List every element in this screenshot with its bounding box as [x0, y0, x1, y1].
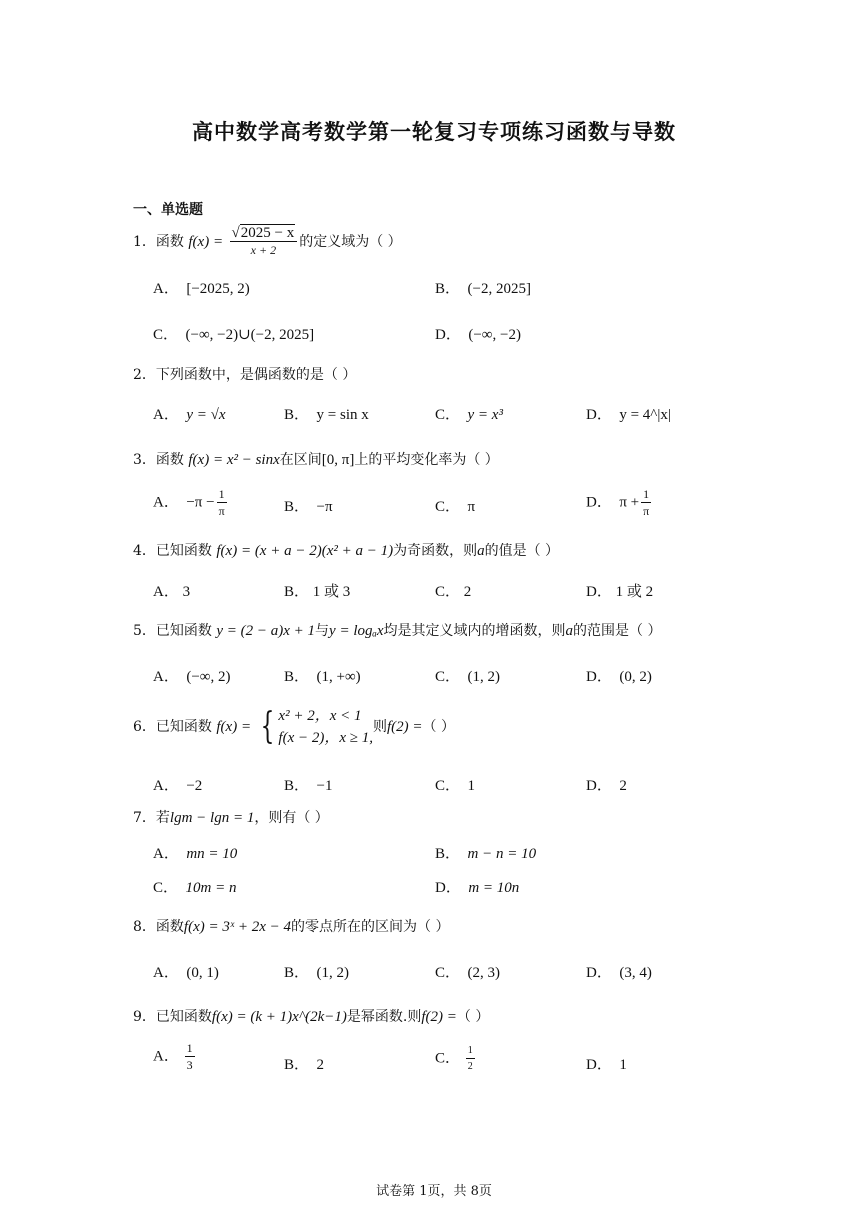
- option-1c[interactable]: C． (−∞, −2)∪(−2, 2025]: [153, 327, 315, 343]
- section-heading: 一、单选题: [133, 202, 203, 218]
- option-7b[interactable]: B． m − n = 10: [435, 846, 537, 862]
- option-4b[interactable]: B． 1 或 3: [284, 584, 351, 600]
- option-9b[interactable]: B． 2: [284, 1057, 325, 1073]
- question-7: 7．若lgm − lgn = 1，则有（ ）: [133, 810, 329, 826]
- question-8: 8．函数f(x) = 3ˣ + 2x − 4的零点所在的区间为（ ）: [133, 919, 450, 935]
- option-5c[interactable]: C． (1, 2): [435, 669, 501, 685]
- question-6: 6．已知函数 f(x) = { x² + 2，x < 1 f(x − 2)，x ≥ 1, 则f(2) =（ ）: [133, 706, 455, 747]
- option-5a[interactable]: A． (−∞, 2): [153, 669, 231, 685]
- option-6d[interactable]: D． 2: [586, 778, 627, 794]
- option-1b[interactable]: B． (−2, 2025]: [435, 281, 531, 297]
- option-8b[interactable]: B． (1, 2): [284, 965, 350, 981]
- option-4c[interactable]: C． 2: [435, 584, 472, 600]
- question-3: 3．函数 f(x) = x² − sinx在区间[0, π]上的平均变化率为（ ）: [133, 452, 499, 468]
- option-1a[interactable]: A． [−2025, 2): [153, 281, 250, 297]
- option-7c[interactable]: C． 10m = n: [153, 880, 237, 896]
- option-2c[interactable]: C． y = x³: [435, 407, 503, 423]
- option-3b[interactable]: B． −π: [284, 499, 333, 515]
- option-6a[interactable]: A． −2: [153, 778, 203, 794]
- option-8d[interactable]: D． (3, 4): [586, 965, 652, 981]
- question-9: 9．已知函数f(x) = (k + 1)x^(2k−1)是幂函数.则f(2) =（ ）: [133, 1009, 490, 1025]
- option-4d[interactable]: D． 1 或 2: [586, 584, 654, 600]
- fraction: $\frac{√2025 - x}{x + 2}$: [230, 226, 298, 258]
- option-2a[interactable]: A． y = √x: [153, 407, 226, 423]
- option-7d[interactable]: D． m = 10n: [435, 880, 520, 896]
- option-9c[interactable]: C． $\frac{1}{2}$: [435, 1045, 473, 1072]
- question-4: 4．已知函数 f(x) = (x + a − 2)(x² + a − 1)为奇函数，则a的值是（ ）: [133, 543, 560, 559]
- option-1d[interactable]: D． (−∞, −2): [435, 327, 521, 343]
- question-5: 5．已知函数 y = (2 − a)x + 1与y = logₐx均是其定义域内的增函数，则a的范围是（ ）: [133, 623, 662, 639]
- option-3d[interactable]: D． π + $\frac{1}{\pi}$: [586, 487, 650, 518]
- question-2: 2．下列函数中，是偶函数的是（ ）: [133, 367, 357, 383]
- option-5d[interactable]: D． (0, 2): [586, 669, 652, 685]
- option-3a[interactable]: A． −π − $\frac{1}{\pi}$: [153, 487, 225, 518]
- option-5b[interactable]: B． (1, +∞): [284, 669, 361, 685]
- option-6c[interactable]: C． 1: [435, 778, 476, 794]
- option-6b[interactable]: B． −1: [284, 778, 333, 794]
- option-8a[interactable]: A． (0, 1): [153, 965, 219, 981]
- option-8c[interactable]: C． (2, 3): [435, 965, 501, 981]
- option-2b[interactable]: B． y = sin x: [284, 407, 369, 423]
- document-title: 高中数学高考数学第一轮复习专项练习函数与导数: [192, 119, 676, 144]
- option-9a[interactable]: A． $\frac{1}{3}$: [153, 1041, 193, 1072]
- option-3c[interactable]: C． π: [435, 499, 476, 515]
- option-2d[interactable]: D． y = 4^|x|: [586, 407, 671, 423]
- page-footer: 试卷第 1页，共 8页: [376, 1184, 492, 1199]
- piecewise-cases: x² + 2，x < 1 f(x − 2)，x ≥ 1,: [278, 708, 373, 746]
- question-1: 1．函数 f(x) = $\frac{√2025 - x}{x + 2}$ 的定义域为（ ）: [133, 225, 402, 257]
- option-4a[interactable]: A． 3: [153, 584, 191, 600]
- brace-icon: {: [260, 706, 274, 747]
- option-7a[interactable]: A． mn = 10: [153, 846, 238, 862]
- option-9d[interactable]: D． 1: [586, 1057, 627, 1073]
